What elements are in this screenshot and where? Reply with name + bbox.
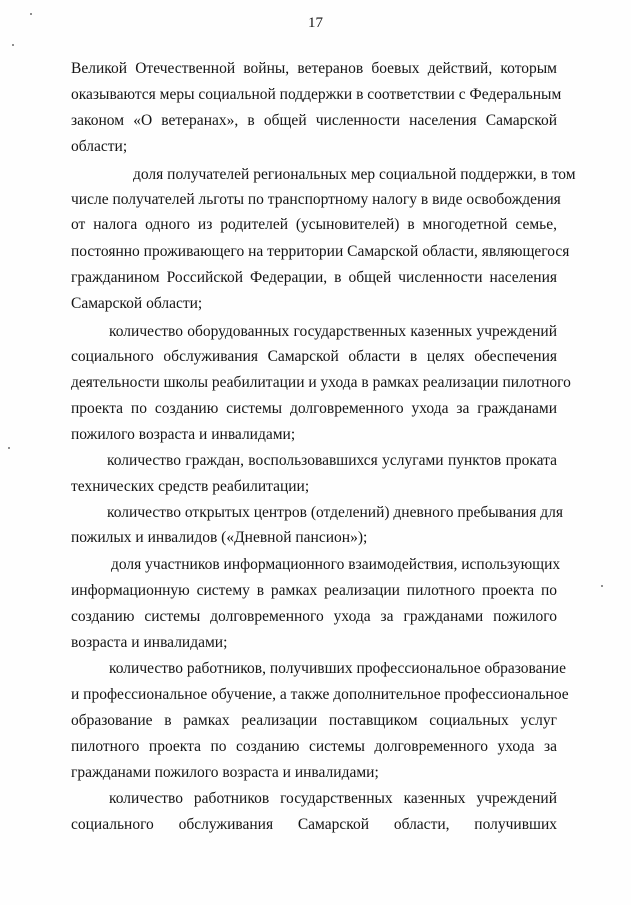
- text-line: количество оборудованных государственных казенных учреждений: [109, 323, 557, 340]
- text-line: гражданами пожилого возраста и инвалидами;: [71, 764, 379, 781]
- text-line: количество граждан, воспользовавшихся услугами пунктов проката: [107, 452, 557, 469]
- text-line: пилотного проекта по созданию системы долговременного ухода за: [71, 738, 557, 755]
- text-line: количество работников государственных казенных учреждений: [109, 790, 557, 807]
- text-line: количество открытых центров (отделений) дневного пребывания для: [107, 504, 563, 521]
- text-line: Самарской области;: [71, 295, 203, 312]
- text-line: числе получателей льготы по транспортному налогу в виде освобождения: [71, 191, 561, 208]
- text-line: постоянно проживающего на территории Самарской области, являющегося: [71, 243, 570, 260]
- text-line: Великой Отечественной войны, ветеранов боевых действий, которым: [71, 60, 557, 77]
- scan-speck: [30, 13, 32, 15]
- text-line: количество работников, получивших профессиональное образование: [109, 660, 566, 677]
- text-line: социального обслуживания Самарской области в целях обеспечения: [71, 348, 557, 365]
- text-line: законом «О ветеранах», в общей численности населения Самарской: [71, 112, 557, 129]
- text-line: проекта по созданию системы долговременного ухода за гражданами: [71, 400, 557, 417]
- text-line: гражданином Российской Федерации, в общей численности населения: [71, 269, 557, 286]
- text-line: информационную систему в рамках реализации пилотного проекта по: [71, 582, 557, 599]
- text-line: технических средств реабилитации;: [71, 478, 310, 495]
- page-number: 17: [308, 15, 323, 31]
- text-line: возраста и инвалидами;: [71, 634, 228, 651]
- text-line: оказываются меры социальной поддержки в соответствии с Федеральным: [71, 86, 562, 103]
- text-line: пожилого возраста и инвалидами;: [71, 426, 296, 443]
- text-line: образование в рамках реализации поставщиком социальных услуг: [71, 712, 557, 729]
- scan-speck: [12, 44, 14, 46]
- text-line: социального обслуживания Самарской области, получивших: [71, 816, 557, 833]
- text-line: доля участников информационного взаимодействия, использующих: [111, 556, 561, 573]
- scan-speck: [601, 585, 603, 587]
- text-line: доля получателей региональных мер социальной поддержки, в том: [133, 166, 576, 183]
- scan-speck: [8, 447, 10, 449]
- text-line: и профессиональное обучение, а также дополнительное профессиональное: [71, 686, 569, 703]
- text-line: от налога одного из родителей (усыновителей) в многодетной семье,: [71, 216, 557, 233]
- text-line: деятельности школы реабилитации и ухода в рамках реализации пилотного: [71, 374, 571, 391]
- text-line: созданию системы долговременного ухода за гражданами пожилого: [71, 608, 557, 625]
- text-line: области;: [71, 138, 128, 155]
- text-line: пожилых и инвалидов («Дневной пансион»);: [71, 529, 368, 546]
